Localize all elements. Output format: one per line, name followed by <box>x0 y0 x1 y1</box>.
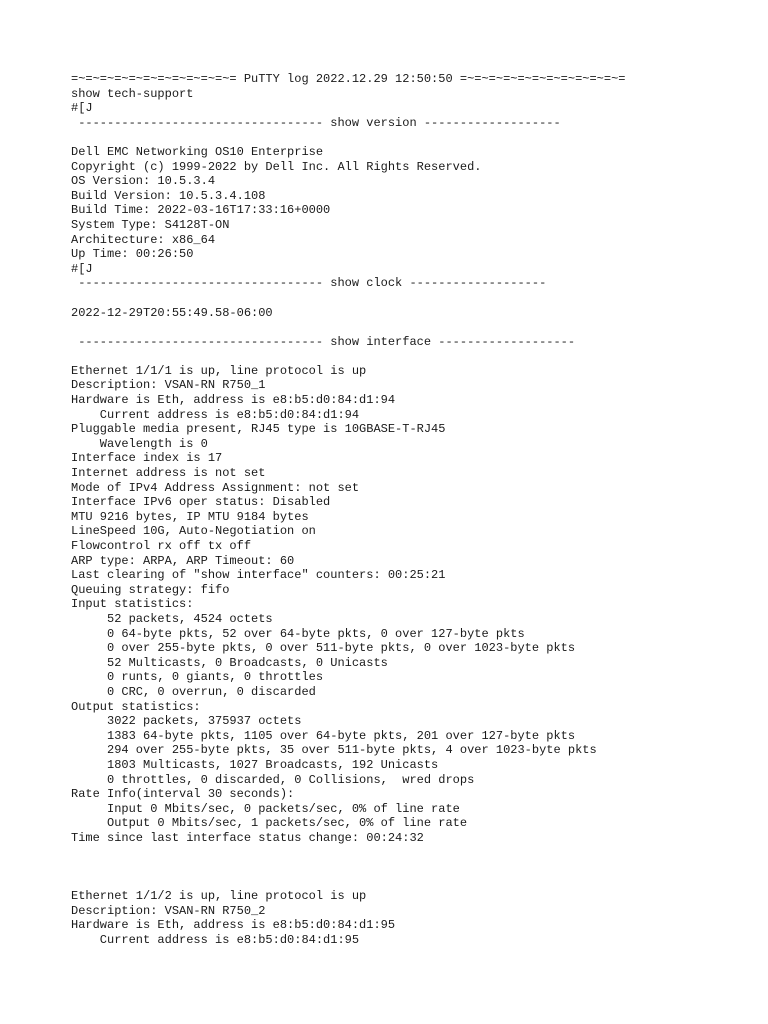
log-line: 52 Multicasts, 0 Broadcasts, 0 Unicasts <box>71 655 388 670</box>
log-line: Pluggable media present, RJ45 type is 10GBASE-T-RJ45 <box>71 422 446 437</box>
log-line: #[J <box>71 261 93 276</box>
log-line: Current address is e8:b5:d0:84:d1:94 <box>71 407 360 422</box>
log-line: Build Version: 10.5.3.4.108 <box>71 188 266 203</box>
log-line: Queuing strategy: fifo <box>71 582 230 597</box>
log-line: LineSpeed 10G, Auto-Negotiation on <box>71 524 316 539</box>
log-line: Architecture: x86_64 <box>71 232 216 247</box>
log-line: 52 packets, 4524 octets <box>71 611 273 626</box>
log-line: Input statistics: <box>71 597 194 612</box>
log-line: Last clearing of "show interface" counters: 00:25:21 <box>71 568 446 583</box>
log-line: Hardware is Eth, address is e8:b5:d0:84:d1:94 <box>71 393 396 408</box>
putty-log-text <box>71 72 626 948</box>
log-line <box>71 875 626 890</box>
log-line: Rate Info(interval 30 seconds): <box>71 787 295 802</box>
log-line: show tech-support <box>71 86 194 101</box>
log-line: ---------------------------------- show version ------------------- <box>71 115 561 130</box>
log-line <box>71 130 626 145</box>
log-line: #[J <box>71 101 93 116</box>
log-line: Up Time: 00:26:50 <box>71 247 194 262</box>
log-line: Mode of IPv4 Address Assignment: not set <box>71 480 360 495</box>
log-line: 1803 Multicasts, 1027 Broadcasts, 192 Unicasts <box>71 757 439 772</box>
log-line: =~=~=~=~=~=~=~=~=~=~=~= PuTTY log 2022.12.29 12:50:50 =~=~=~=~=~=~=~=~=~=~=~= <box>71 72 626 86</box>
log-line: 3022 packets, 375937 octets <box>71 714 302 729</box>
log-line: Input 0 Mbits/sec, 0 packets/sec, 0% of line rate <box>71 801 460 816</box>
log-line: Copyright (c) 1999-2022 by Dell Inc. All Rights Reserved. <box>71 159 482 174</box>
log-line: 2022-12-29T20:55:49.58-06:00 <box>71 305 273 320</box>
log-line: 0 runts, 0 giants, 0 throttles <box>71 670 324 685</box>
log-line: 0 64-byte pkts, 52 over 64-byte pkts, 0 over 127-byte pkts <box>71 626 525 641</box>
log-line: Internet address is not set <box>71 466 266 481</box>
log-line: Description: VSAN-RN R750_1 <box>71 378 266 393</box>
log-line: Interface index is 17 <box>71 451 223 466</box>
log-line: Wavelength is 0 <box>71 436 208 451</box>
log-line: Interface IPv6 oper status: Disabled <box>71 495 331 510</box>
log-line <box>71 291 626 306</box>
log-line: ARP type: ARPA, ARP Timeout: 60 <box>71 553 295 568</box>
log-line: Description: VSAN-RN R750_2 <box>71 903 266 918</box>
log-line: 0 throttles, 0 discarded, 0 Collisions, wred drops <box>71 772 475 787</box>
log-line: Output 0 Mbits/sec, 1 packets/sec, 0% of line rate <box>71 816 468 831</box>
log-line: 0 over 255-byte pkts, 0 over 511-byte pkts, 0 over 1023-byte pkts <box>71 641 576 656</box>
log-line: 1383 64-byte pkts, 1105 over 64-byte pkts, 201 over 127-byte pkts <box>71 728 576 743</box>
log-line: MTU 9216 bytes, IP MTU 9184 bytes <box>71 509 309 524</box>
log-line: Ethernet 1/1/1 is up, line protocol is up <box>71 363 367 378</box>
log-line: Flowcontrol rx off tx off <box>71 539 252 553</box>
log-line: 0 CRC, 0 overrun, 0 discarded <box>71 684 316 699</box>
log-line <box>71 845 626 860</box>
log-line: OS Version: 10.5.3.4 <box>71 174 216 189</box>
log-line: Build Time: 2022-03-16T17:33:16+0000 <box>71 203 331 218</box>
log-line: ---------------------------------- show clock ------------------- <box>71 276 547 291</box>
log-line: Time since last interface status change: 00:24:32 <box>71 830 424 845</box>
log-line <box>71 320 626 335</box>
log-line: ---------------------------------- show interface ------------------- <box>71 334 576 349</box>
log-line: Output statistics: <box>71 699 201 714</box>
log-line: Hardware is Eth, address is e8:b5:d0:84:d1:95 <box>71 918 396 933</box>
log-line: 294 over 255-byte pkts, 35 over 511-byte pkts, 4 over 1023-byte pkts <box>71 743 597 758</box>
log-line <box>71 349 626 364</box>
log-line: Ethernet 1/1/2 is up, line protocol is up <box>71 889 367 904</box>
log-line: System Type: S4128T-ON <box>71 217 230 232</box>
log-line: Dell EMC Networking OS10 Enterprise <box>71 144 324 159</box>
log-line <box>71 860 626 875</box>
log-line: Current address is e8:b5:d0:84:d1:95 <box>71 933 360 948</box>
